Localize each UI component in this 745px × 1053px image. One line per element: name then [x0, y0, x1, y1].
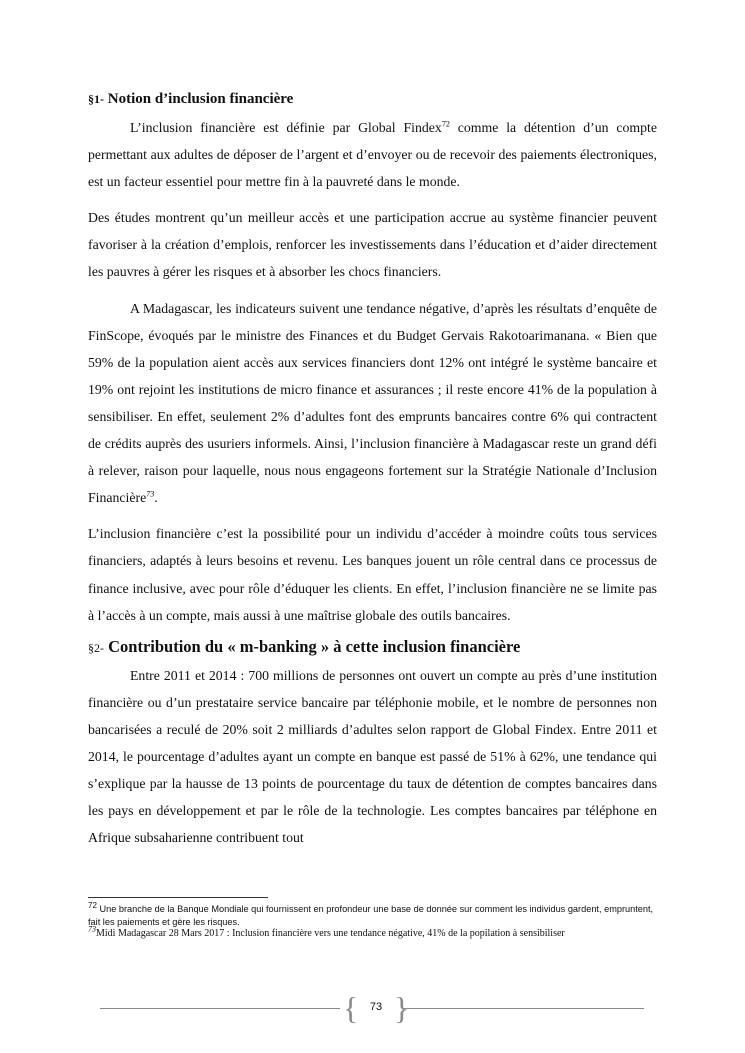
section-2-title: Contribution du « m-banking » à cette inclusion financière: [108, 636, 521, 656]
footnote-separator: [88, 897, 268, 898]
footer-rule-left: [100, 1008, 340, 1009]
paragraph: L’inclusion financière est définie par Global Findex$^{72}$ comme la détention d’un compte permettant aux adultes de déposer de l’argent et d’envoyer ou de recevoir des paiements électroniques, est un facteur essentiel pour mettre fin à la pauvreté dans le monde.: [88, 119, 657, 190]
section-1-heading: [88, 88, 657, 110]
page-body: [88, 88, 657, 851]
page-number: 73: [369, 1001, 383, 1013]
footnote-ref-72[interactable]: 72: [441, 119, 450, 129]
paragraph: Des études montrent qu’un meilleur accès et une participation accrue au système financier peuvent favoriser à la création d’emplois, renforcer les investissements dans l’éducation et d’aider directement les pauvres à gérer les risques et à absorber les chocs financiers.: [88, 210, 657, 280]
paragraph: Entre 2011 et 2014 : 700 millions de personnes ont ouvert un compte au près d’une institution financière ou d’un prestataire service bancaire par téléphonie mobile, et le nombre de personnes non bancarisées a reculé de 20% soit 2 milliards d’adultes selon rapport de Global Findex. Entre 2011 et 2014, le pourcentage d’adultes ayant un compte en banque est passé de 51% à 62%, une tendance qui s’explique par la hausse de 13 points de pourcentage du taux de détention de comptes bancaires dans les pays en développement et par le rôle de la technologie. Les comptes bancaires par téléphone en Afrique subsaharienne contribuent tout: [88, 667, 657, 846]
left-brace-ornament: {: [343, 990, 359, 1026]
paragraph: A Madagascar, les indicateurs suivent une tendance négative, d’après les résultats d’enquête de FinScope, évoqués par le ministre des Finances et du Budget Gervais Rakotoarimanana. « Bien que 59% de la population aient accès aux services financiers dont 12% ont intégré le système bancaire et 19% ont rejoint les institutions de micro finance et assurances ; il reste encore 41% de la population à sensibiliser. En effet, seulement 2% d’adultes font des emprunts bancaires contre 6% qui contractent de crédits auprès des usuriers informels. Ainsi, l’inclusion financière à Madagascar reste un grand défi à relever, raison pour laquelle, nous nous engageons fortement sur la Stratégie Nationale d’Inclusion Financière$^{73}$.: [88, 300, 657, 506]
footnote-72: $^{72}$ Une branche de la Banque Mondiale qui fournissent en profondeur une base de donnée sur comment les individus gardent, empruntent, fait les paiements et gère les risques.: [88, 900, 654, 927]
footnote-73: $^{73}$Midi Madagascar 28 Mars 2017 : Inclusion financière vers une tendance négative, 41% de la popilation à sensibiliser: [88, 924, 565, 940]
footnote-ref-73[interactable]: 73: [146, 489, 155, 499]
section-2-number: §2-: [88, 640, 104, 655]
section-1-number: §1-: [88, 92, 104, 106]
footer-rule-right: [404, 1008, 644, 1009]
section-2-heading: [88, 635, 657, 660]
paragraph: L’inclusion financière c’est la possibilité pour un individu d’accéder à moindre coûts tous services financiers, adaptés à leurs besoins et revenu. Les banques jouent un rôle central dans ce processus de finance inclusive, avec pour rôle d’éduquer les clients. En effet, l’inclusion financière ne se limite pas à l’accès à un compte, mais aussi à une maîtrise globale des outils bancaires.: [88, 526, 657, 623]
right-brace-ornament: }: [394, 990, 410, 1026]
section-1-title: Notion d’inclusion financière: [107, 91, 294, 107]
footnotes: [88, 900, 657, 941]
